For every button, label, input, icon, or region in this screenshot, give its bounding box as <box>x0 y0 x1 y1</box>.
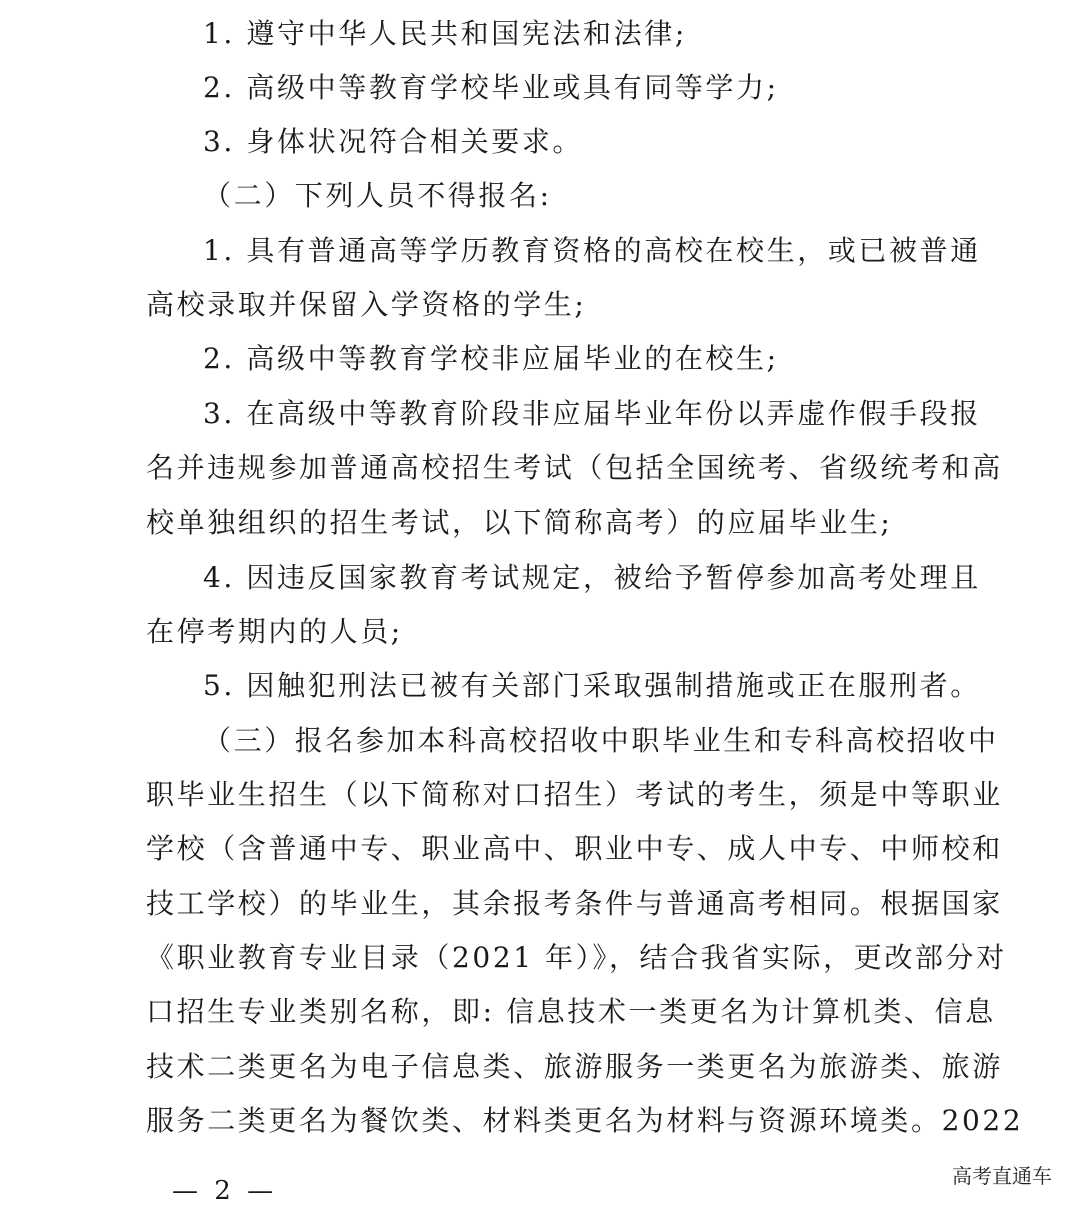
section-3-line-1: （三）报名参加本科高校招收中职毕业生和专科高校招收中 <box>203 724 999 757</box>
watermark-label: 高考直通车 <box>952 1164 1052 1188</box>
ineligible-1-line-1: 1. 具有普通高等学历教育资格的高校在校生，或已被普通 <box>203 234 981 267</box>
section-3-line-8: 服务二类更名为餐饮类、材料类更名为材料与资源环境类。2022 <box>146 1104 1024 1137</box>
requirement-2-line: 2. 高级中等教育学校毕业或具有同等学力; <box>203 71 779 104</box>
ineligible-3-line-3: 校单独组织的招生考试，以下简称高考）的应届毕业生; <box>146 506 893 539</box>
section-2-heading: （二）下列人员不得报名: <box>203 179 552 212</box>
requirement-1-line: 1. 遵守中华人民共和国宪法和法律; <box>203 17 687 50</box>
section-3-line-3: 学校（含普通中专、职业高中、职业中专、成人中专、中师校和 <box>146 832 1003 865</box>
requirement-3-line: 3. 身体状况符合相关要求。 <box>203 125 584 158</box>
section-3-line-6: 口招生专业类别名称，即: 信息技术一类更名为计算机类、信息 <box>146 995 996 1028</box>
ineligible-5-line: 5. 因触犯刑法已被有关部门采取强制措施或正在服刑者。 <box>203 669 981 702</box>
section-3-line-7: 技术二类更名为电子信息类、旅游服务一类更名为旅游类、旅游 <box>146 1050 1003 1083</box>
ineligible-4-line-1: 4. 因违反国家教育考试规定，被给予暂停参加高考处理且 <box>203 561 981 594</box>
ineligible-3-line-2: 名并违规参加普通高校招生考试（包括全国统考、省级统考和高 <box>146 451 1003 484</box>
ineligible-4-line-2: 在停考期内的人员; <box>146 615 403 648</box>
section-3-line-2: 职毕业生招生（以下简称对口招生）考试的考生，须是中等职业 <box>146 778 1003 811</box>
ineligible-3-line-1: 3. 在高级中等教育阶段非应届毕业年份以弄虚作假手段报 <box>203 397 981 430</box>
page-number: — 2 — <box>172 1176 278 1206</box>
ineligible-2-line: 2. 高级中等教育学校非应届毕业的在校生; <box>203 342 779 375</box>
ineligible-1-line-2: 高校录取并保留入学资格的学生; <box>146 288 587 321</box>
section-3-line-5: 《职业教育专业目录（2021 年）》，结合我省实际，更改部分对 <box>146 941 1007 974</box>
section-3-line-4: 技工学校）的毕业生，其余报考条件与普通高考相同。根据国家 <box>146 887 1003 920</box>
